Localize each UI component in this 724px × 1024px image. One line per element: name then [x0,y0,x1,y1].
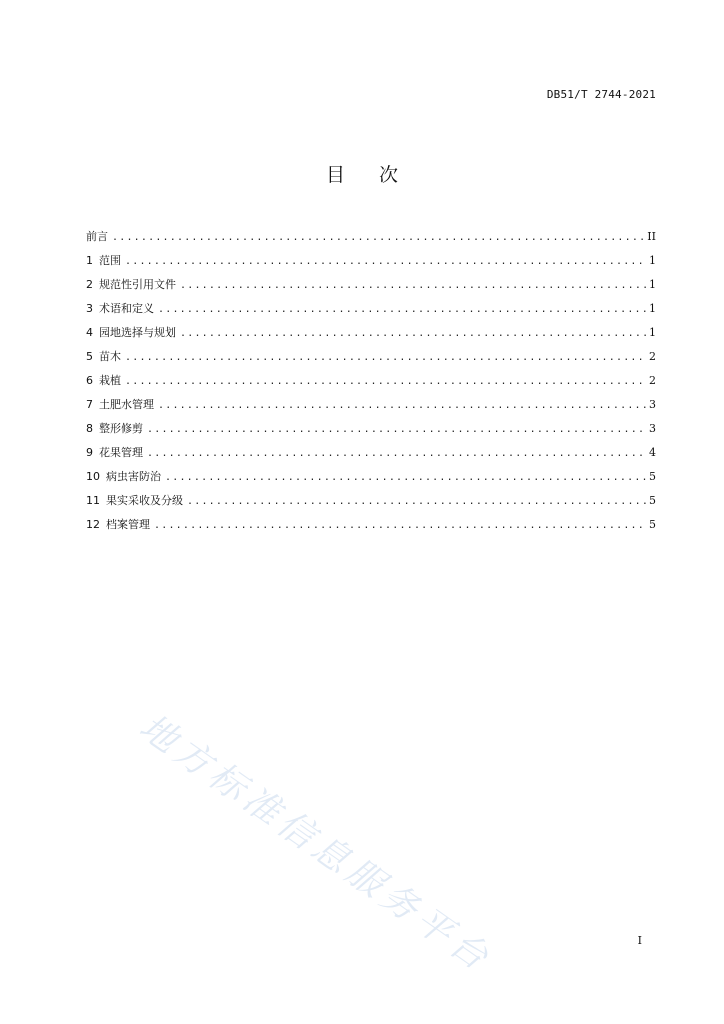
watermark: 地方标准信息服务平台 [131,706,500,982]
toc-entry-foreword[interactable] [86,228,656,252]
toc-title: 目 次 [325,164,399,186]
toc-entry-scope[interactable] [86,252,656,276]
toc-entry-label [86,516,154,534]
toc-entry-page: 1 [649,278,656,291]
toc-entry-title: 整形修剪 [99,422,143,435]
toc-entry-number: 6 [86,374,93,387]
toc-entry-number: 7 [86,398,93,411]
toc-entry-page: 3 [649,422,656,435]
dot-leader [165,469,647,487]
table-of-contents [86,228,656,540]
toc-entry-number: 11 [86,494,100,507]
toc-entry-title: 前言 [86,230,108,243]
toc-entry-page: 2 [649,350,656,363]
toc-entry-label [86,372,125,390]
dot-leader [125,373,647,391]
toc-entry-label [86,252,125,270]
toc-entry-number: 3 [86,302,93,315]
toc-entry-title: 花果管理 [99,446,143,459]
toc-entry-label [86,228,112,246]
toc-entry-page: 5 [649,494,656,507]
toc-entry-terms-definitions[interactable] [86,300,656,324]
dot-leader [154,517,647,535]
toc-entry-label [86,420,147,438]
toc-entry-label [86,492,187,510]
toc-entry-label [86,396,158,414]
toc-entry-number: 8 [86,422,93,435]
toc-entry-title: 栽植 [99,374,121,387]
toc-entry-page: 5 [649,470,656,483]
toc-entry-number: 10 [86,470,100,483]
toc-entry-site-selection[interactable] [86,324,656,348]
dot-leader [147,421,647,439]
toc-entry-title: 果实采收及分级 [106,494,183,507]
dot-leader [158,397,647,415]
toc-entry-seedlings[interactable] [86,348,656,372]
toc-entry-records-management[interactable] [86,516,656,540]
toc-entry-label [86,468,165,486]
dot-leader [147,445,647,463]
toc-entry-number: 4 [86,326,93,339]
toc-entry-pest-control[interactable] [86,468,656,492]
document-code: DB51/T 2744-2021 [546,88,656,101]
dot-leader [112,229,645,247]
toc-entry-title: 苗木 [99,350,121,363]
toc-entry-normative-references[interactable] [86,276,656,300]
toc-entry-title: 病虫害防治 [106,470,161,483]
toc-entry-label [86,324,180,342]
toc-entry-number: 5 [86,350,93,363]
toc-entry-flower-fruit[interactable] [86,444,656,468]
toc-entry-soil-fertilizer-water[interactable] [86,396,656,420]
toc-entry-planting[interactable] [86,372,656,396]
toc-entry-harvest-grading[interactable] [86,492,656,516]
toc-entry-page: 5 [649,518,656,531]
toc-entry-title: 土肥水管理 [99,398,154,411]
toc-entry-label [86,300,158,318]
toc-entry-title: 术语和定义 [99,302,154,315]
toc-entry-label [86,348,125,366]
toc-entry-title: 档案管理 [106,518,150,531]
dot-leader [125,253,647,271]
dot-leader [180,325,647,343]
toc-entry-page: 3 [649,398,656,411]
toc-entry-number: 12 [86,518,100,531]
toc-entry-number: 2 [86,278,93,291]
toc-entry-pruning[interactable] [86,420,656,444]
toc-entry-page: II [647,230,656,243]
toc-entry-label [86,444,147,462]
toc-entry-page: 4 [649,446,656,459]
toc-entry-title: 规范性引用文件 [99,278,176,291]
toc-entry-page: 1 [649,302,656,315]
toc-entry-title: 园地选择与规划 [99,326,176,339]
toc-entry-page: 1 [649,254,656,267]
toc-entry-label [86,276,180,294]
toc-entry-page: 1 [649,326,656,339]
dot-leader [180,277,647,295]
toc-entry-page: 2 [649,374,656,387]
dot-leader [158,301,647,319]
toc-entry-number: 9 [86,446,93,459]
dot-leader [125,349,647,367]
toc-entry-title: 范围 [99,254,121,267]
dot-leader [187,493,647,511]
page-number: I [637,934,642,947]
toc-entry-number: 1 [86,254,93,267]
